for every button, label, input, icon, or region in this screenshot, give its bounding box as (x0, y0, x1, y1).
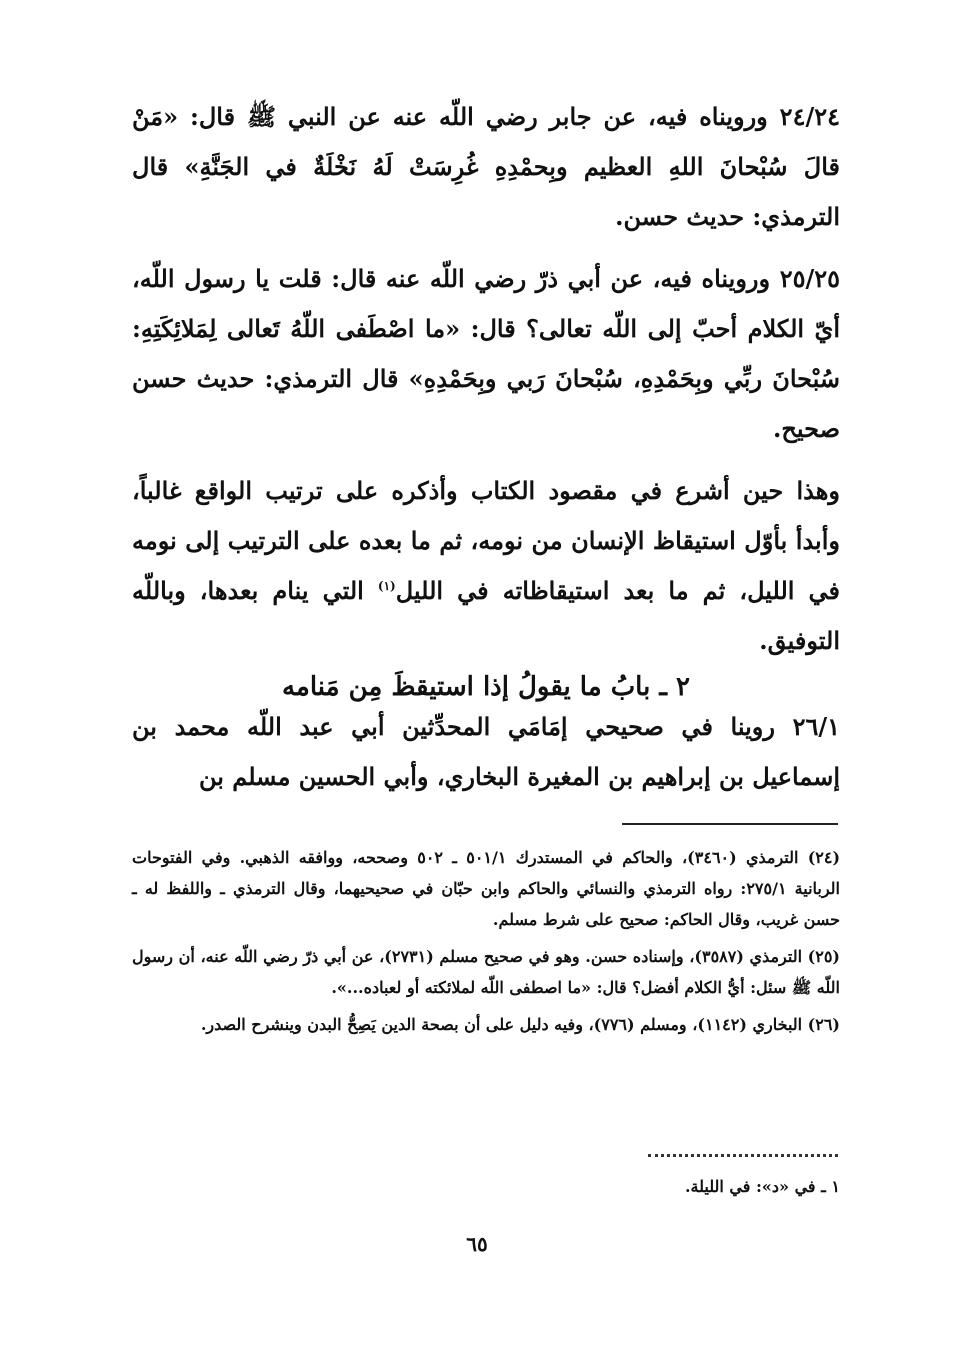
hadith-number: ٢٦/١ (792, 712, 841, 741)
page-number: ٦٥ (466, 1232, 488, 1256)
dotted-separator (648, 1154, 838, 1157)
intro-text-part-1: وهذا حين أشرع في مقصود الكتاب وأذكره على ترتيب الواقع غالباً، وأبدأ بأوّل استيقاظ الإنسان من نومه، ثم ما بعده على الترتيب إلى نومه في الليل، ثم ما بعد استيقاظاته في الليل (132, 476, 840, 605)
hadith-paragraph-24 (132, 92, 840, 242)
hadith-paragraph-26 (132, 702, 840, 802)
footnote-24: (٢٤) الترمذي (٣٤٦٠)، والحاكم في المستدرك ٥٠١/١ ـ ٥٠٢ وصححه، ووافقه الذهبي. وفي الفتوحات الربانية ٢٧٥/١: رواه الترمذي والنسائي والحاكم وابن حبّان في صحيحيهما، وقال الترمذي ـ واللفظ له ـ حسن غريب، وقال الحاكم: صحيح على شرط مسلم. (132, 848, 841, 929)
hadith-paragraph-25 (132, 254, 840, 454)
footnotes (132, 842, 840, 1046)
chapter-heading: ٢ ـ بابُ ما يقولُ إذا استيقظَ مِن مَنامه (281, 671, 691, 702)
hadith-number: ٢٥/٢٥ (779, 264, 841, 293)
manuscript-note: ١ ـ في «د»: في الليلة. (684, 1177, 840, 1196)
hadith-text: ورويناه فيه، عن جابر رضي اللّه عنه عن النبي ﷺ قال: «مَنْ قالَ سُبْحانَ اللهِ العظيم وبِحمْدِهِ غُرِسَتْ لَهُ نَخْلَةٌ في الجَنَّةِ» قال الترمذي: حديث حسن. (132, 102, 840, 231)
hadith-text: ورويناه فيه، عن أبي ذرّ رضي اللّه عنه قال: قلت يا رسول اللّه، أيّ الكلام أحبّ إلى اللّه تعالى؟ قال: «ما اصْطَفى اللّهُ تَعالى لِمَلائِكَتِهِ: سُبْحانَ ربِّي وبِحَمْدِهِ، سُبْحانَ رَبي وبِحَمْدِهِ» قال الترمذي: حديث حسن صحيح. (132, 264, 840, 443)
intro-paragraph (132, 466, 840, 666)
footnote-separator (622, 823, 838, 825)
hadith-text: روينا في صحيحي إمَامَي المحدِّثين أبي عبد اللّه محمد بن إسماعيل بن إبراهيم بن المغيرة البخاري، وأبي الحسين مسلم بن (132, 712, 840, 791)
note-reference-marker: (١) (377, 579, 396, 593)
footnote-25: (٢٥) الترمذي (٣٥٨٧)، وإسناده حسن. وهو في صحيح مسلم (٢٧٣١)، عن أبي ذرّ رضي اللّه عنه، أن رسول اللّه ﷺ سئل: أيُّ الكلام أفضل؟ قال: «ما اصطفى اللّه لملائكته أو لعباده...». (132, 947, 840, 997)
hadith-number: ٢٤/٢٤ (779, 102, 840, 131)
footnote-26: (٢٦) البخاري (١١٤٢)، ومسلم (٧٧٦)، وفيه دليل على أن بصحة الدين يَصِحُّ البدن وينشرح الصدر. (200, 1015, 840, 1034)
intro-text-part-2: التي ينام بعدها، وباللّه التوفيق. (132, 576, 840, 655)
